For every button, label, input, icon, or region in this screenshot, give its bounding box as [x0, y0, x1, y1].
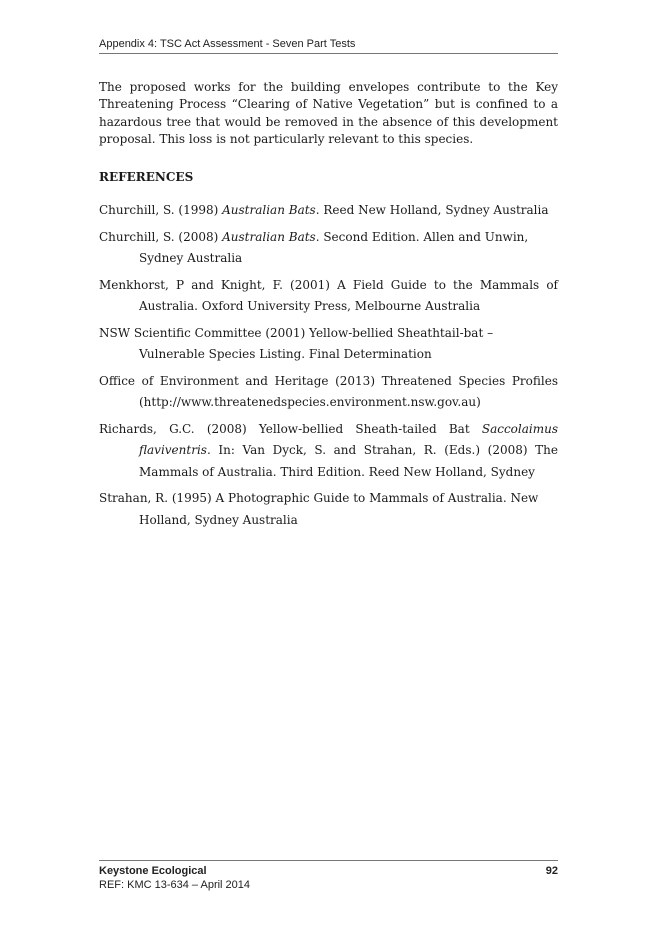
reference-item: Churchill, S. (2008) Australian Bats. Second Edition. Allen and Unwin, Sydney Australia [99, 229, 529, 266]
header-title: Appendix 4: TSC Act Assessment - Seven Part Tests [99, 38, 356, 50]
page-header [99, 38, 558, 54]
references-list [99, 200, 558, 531]
reference-item: Strahan, R. (1995) A Photographic Guide to Mammals of Australia. New Holland, Sydney Australia [99, 491, 539, 527]
page-footer [99, 864, 558, 892]
reference-item: Richards, G.C. (2008) Yellow-bellied Sheath-tailed Bat Saccolaimus flaviventris. In: Van Dyck, S. and Strahan, R. (Eds.) (2008) The Mammals of Australia. Third Edition. Reed New Holland, Sydney [99, 421, 558, 479]
reference-item: Office of Environment and Heritage (2013) Threatened Species Profiles (http://www.threatenedspecies.environment.nsw.gov.au) [99, 373, 558, 410]
reference-item: NSW Scientific Committee (2001) Yellow-bellied Sheathtail-bat – Vulnerable Species Listing. Final Determination [99, 325, 494, 362]
references-heading: REFERENCES [99, 170, 194, 185]
footer-reference: REF: KMC 13-634 – April 2014 [99, 879, 251, 891]
footer-organisation: Keystone Ecological [99, 865, 207, 877]
reference-item: Churchill, S. (1998) Australian Bats. Reed New Holland, Sydney Australia [99, 203, 549, 218]
footer-divider [99, 860, 558, 861]
page-content [99, 79, 558, 536]
reference-item: Menkhorst, P and Knight, F. (2001) A Field Guide to the Mammals of Australia. Oxford University Press, Melbourne Australia [99, 277, 558, 314]
page-number: 92 [545, 865, 558, 877]
body-paragraph: The proposed works for the building envelopes contribute to the Key Threatening Process “Clearing of Native Vegetation” but is confined to a hazardous tree that would be removed in the absence of this development proposal. This loss is not particularly relevant to this species. [99, 80, 558, 146]
